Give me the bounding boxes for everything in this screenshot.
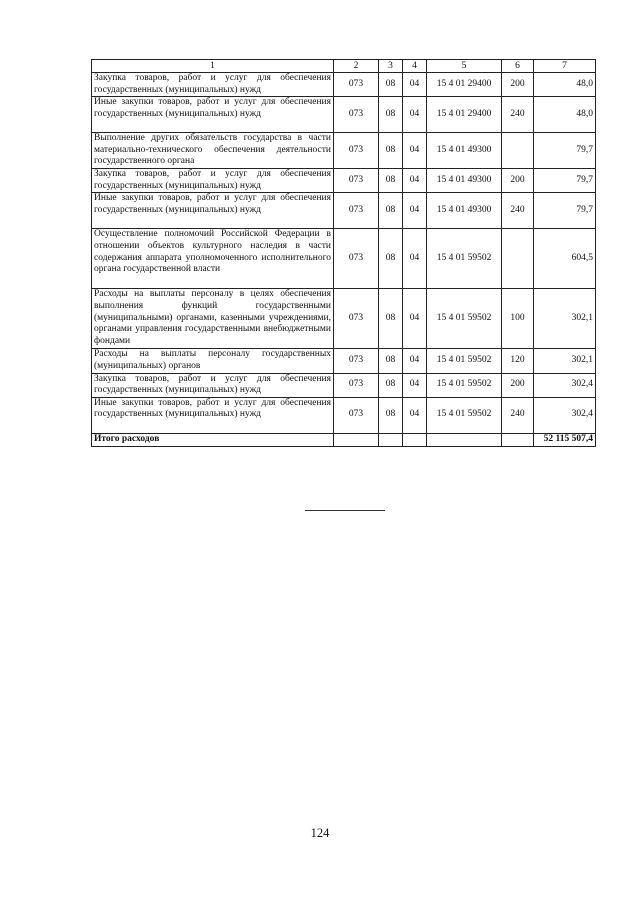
table-row	[92, 97, 596, 133]
row-description: Расходы на выплаты персоналу государственных (муниципальных) органов	[92, 349, 334, 373]
expense-type-code: 240	[502, 397, 534, 433]
column-header-5: 5	[427, 60, 502, 73]
target-article-code: 15 4 01 49300	[427, 169, 502, 193]
section-code: 08	[379, 397, 403, 433]
page-number: 124	[310, 826, 330, 840]
ministry-code: 073	[334, 133, 379, 169]
table-body	[92, 73, 596, 447]
section-code: 08	[379, 349, 403, 373]
budget-table	[91, 59, 596, 447]
expense-type-code: 120	[502, 349, 534, 373]
target-article-code: 15 4 01 49300	[427, 193, 502, 229]
total-empty-cell	[379, 433, 403, 446]
amount-value: 302,4	[534, 397, 596, 433]
total-row	[92, 433, 596, 446]
row-description: Иные закупки товаров, работ и услуг для обеспечения государственных (муниципальных) нужд	[92, 97, 334, 133]
subsection-code: 04	[403, 289, 427, 349]
expense-type-code: 100	[502, 289, 534, 349]
row-description: Закупка товаров, работ и услуг для обеспечения государственных (муниципальных) нужд	[92, 169, 334, 193]
subsection-code: 04	[403, 397, 427, 433]
section-code: 08	[379, 97, 403, 133]
row-description: Закупка товаров, работ и услуг для обеспечения государственных (муниципальных) нужд	[92, 73, 334, 97]
amount-value: 302,4	[534, 373, 596, 397]
table-row	[92, 349, 596, 373]
section-code: 08	[379, 373, 403, 397]
total-amount: 52 115 507,4	[534, 433, 596, 446]
amount-value: 302,1	[534, 349, 596, 373]
subsection-code: 04	[403, 133, 427, 169]
column-header-4: 4	[403, 60, 427, 73]
ministry-code: 073	[334, 169, 379, 193]
table-row	[92, 193, 596, 229]
column-header-2: 2	[334, 60, 379, 73]
amount-value: 48,0	[534, 73, 596, 97]
subsection-code: 04	[403, 229, 427, 289]
total-empty-cell	[427, 433, 502, 446]
ministry-code: 073	[334, 349, 379, 373]
expense-type-code: 200	[502, 169, 534, 193]
section-code: 08	[379, 289, 403, 349]
row-description: Расходы на выплаты персоналу в целях обеспечения выполнения функций государственными (муниципальными) органами, казенными учреждениями, органами управления государственными внебюджетными фондами	[92, 289, 334, 349]
target-article-code: 15 4 01 59502	[427, 289, 502, 349]
total-empty-cell	[502, 433, 534, 446]
total-empty-cell	[403, 433, 427, 446]
section-code: 08	[379, 229, 403, 289]
subsection-code: 04	[403, 169, 427, 193]
row-description: Иные закупки товаров, работ и услуг для обеспечения государственных (муниципальных) нужд	[92, 397, 334, 433]
column-header-1: 1	[92, 60, 334, 73]
subsection-code: 04	[403, 373, 427, 397]
subsection-code: 04	[403, 193, 427, 229]
amount-value: 79,7	[534, 193, 596, 229]
table-row	[92, 133, 596, 169]
target-article-code: 15 4 01 29400	[427, 73, 502, 97]
expense-type-code: 240	[502, 97, 534, 133]
table-row	[92, 373, 596, 397]
table-header-row	[92, 60, 596, 73]
ministry-code: 073	[334, 289, 379, 349]
expense-type-code: 240	[502, 193, 534, 229]
amount-value: 48,0	[534, 97, 596, 133]
target-article-code: 15 4 01 59502	[427, 349, 502, 373]
row-description: Выполнение других обязательств государства в части материально-технического обеспечения деятельности государственного органа	[92, 133, 334, 169]
divider-line	[305, 510, 385, 511]
column-header-3: 3	[379, 60, 403, 73]
table-row	[92, 229, 596, 289]
table-row	[92, 397, 596, 433]
ministry-code: 073	[334, 73, 379, 97]
amount-value: 79,7	[534, 133, 596, 169]
ministry-code: 073	[334, 373, 379, 397]
table-row	[92, 289, 596, 349]
target-article-code: 15 4 01 29400	[427, 97, 502, 133]
subsection-code: 04	[403, 349, 427, 373]
expense-type-code: 200	[502, 73, 534, 97]
ministry-code: 073	[334, 397, 379, 433]
section-code: 08	[379, 73, 403, 97]
expense-type-code	[502, 229, 534, 289]
column-header-6: 6	[502, 60, 534, 73]
section-code: 08	[379, 133, 403, 169]
total-empty-cell	[334, 433, 379, 446]
row-description: Иные закупки товаров, работ и услуг для обеспечения государственных (муниципальных) нужд	[92, 193, 334, 229]
section-code: 08	[379, 193, 403, 229]
row-description: Закупка товаров, работ и услуг для обеспечения государственных (муниципальных) нужд	[92, 373, 334, 397]
amount-value: 302,1	[534, 289, 596, 349]
subsection-code: 04	[403, 73, 427, 97]
target-article-code: 15 4 01 49300	[427, 133, 502, 169]
ministry-code: 073	[334, 97, 379, 133]
table-row	[92, 169, 596, 193]
amount-value: 604,5	[534, 229, 596, 289]
target-article-code: 15 4 01 59502	[427, 397, 502, 433]
subsection-code: 04	[403, 97, 427, 133]
table-row	[92, 73, 596, 97]
column-header-7: 7	[534, 60, 596, 73]
ministry-code: 073	[334, 229, 379, 289]
expense-type-code: 200	[502, 373, 534, 397]
target-article-code: 15 4 01 59502	[427, 229, 502, 289]
expense-type-code	[502, 133, 534, 169]
section-code: 08	[379, 169, 403, 193]
row-description: Осуществление полномочий Российской Федерации в отношении объектов культурного наследия в части содержания аппарата уполномоченного исполнительного органа государственной власти	[92, 229, 334, 289]
amount-value: 79,7	[534, 169, 596, 193]
target-article-code: 15 4 01 59502	[427, 373, 502, 397]
ministry-code: 073	[334, 193, 379, 229]
total-label: Итого расходов	[92, 433, 334, 446]
